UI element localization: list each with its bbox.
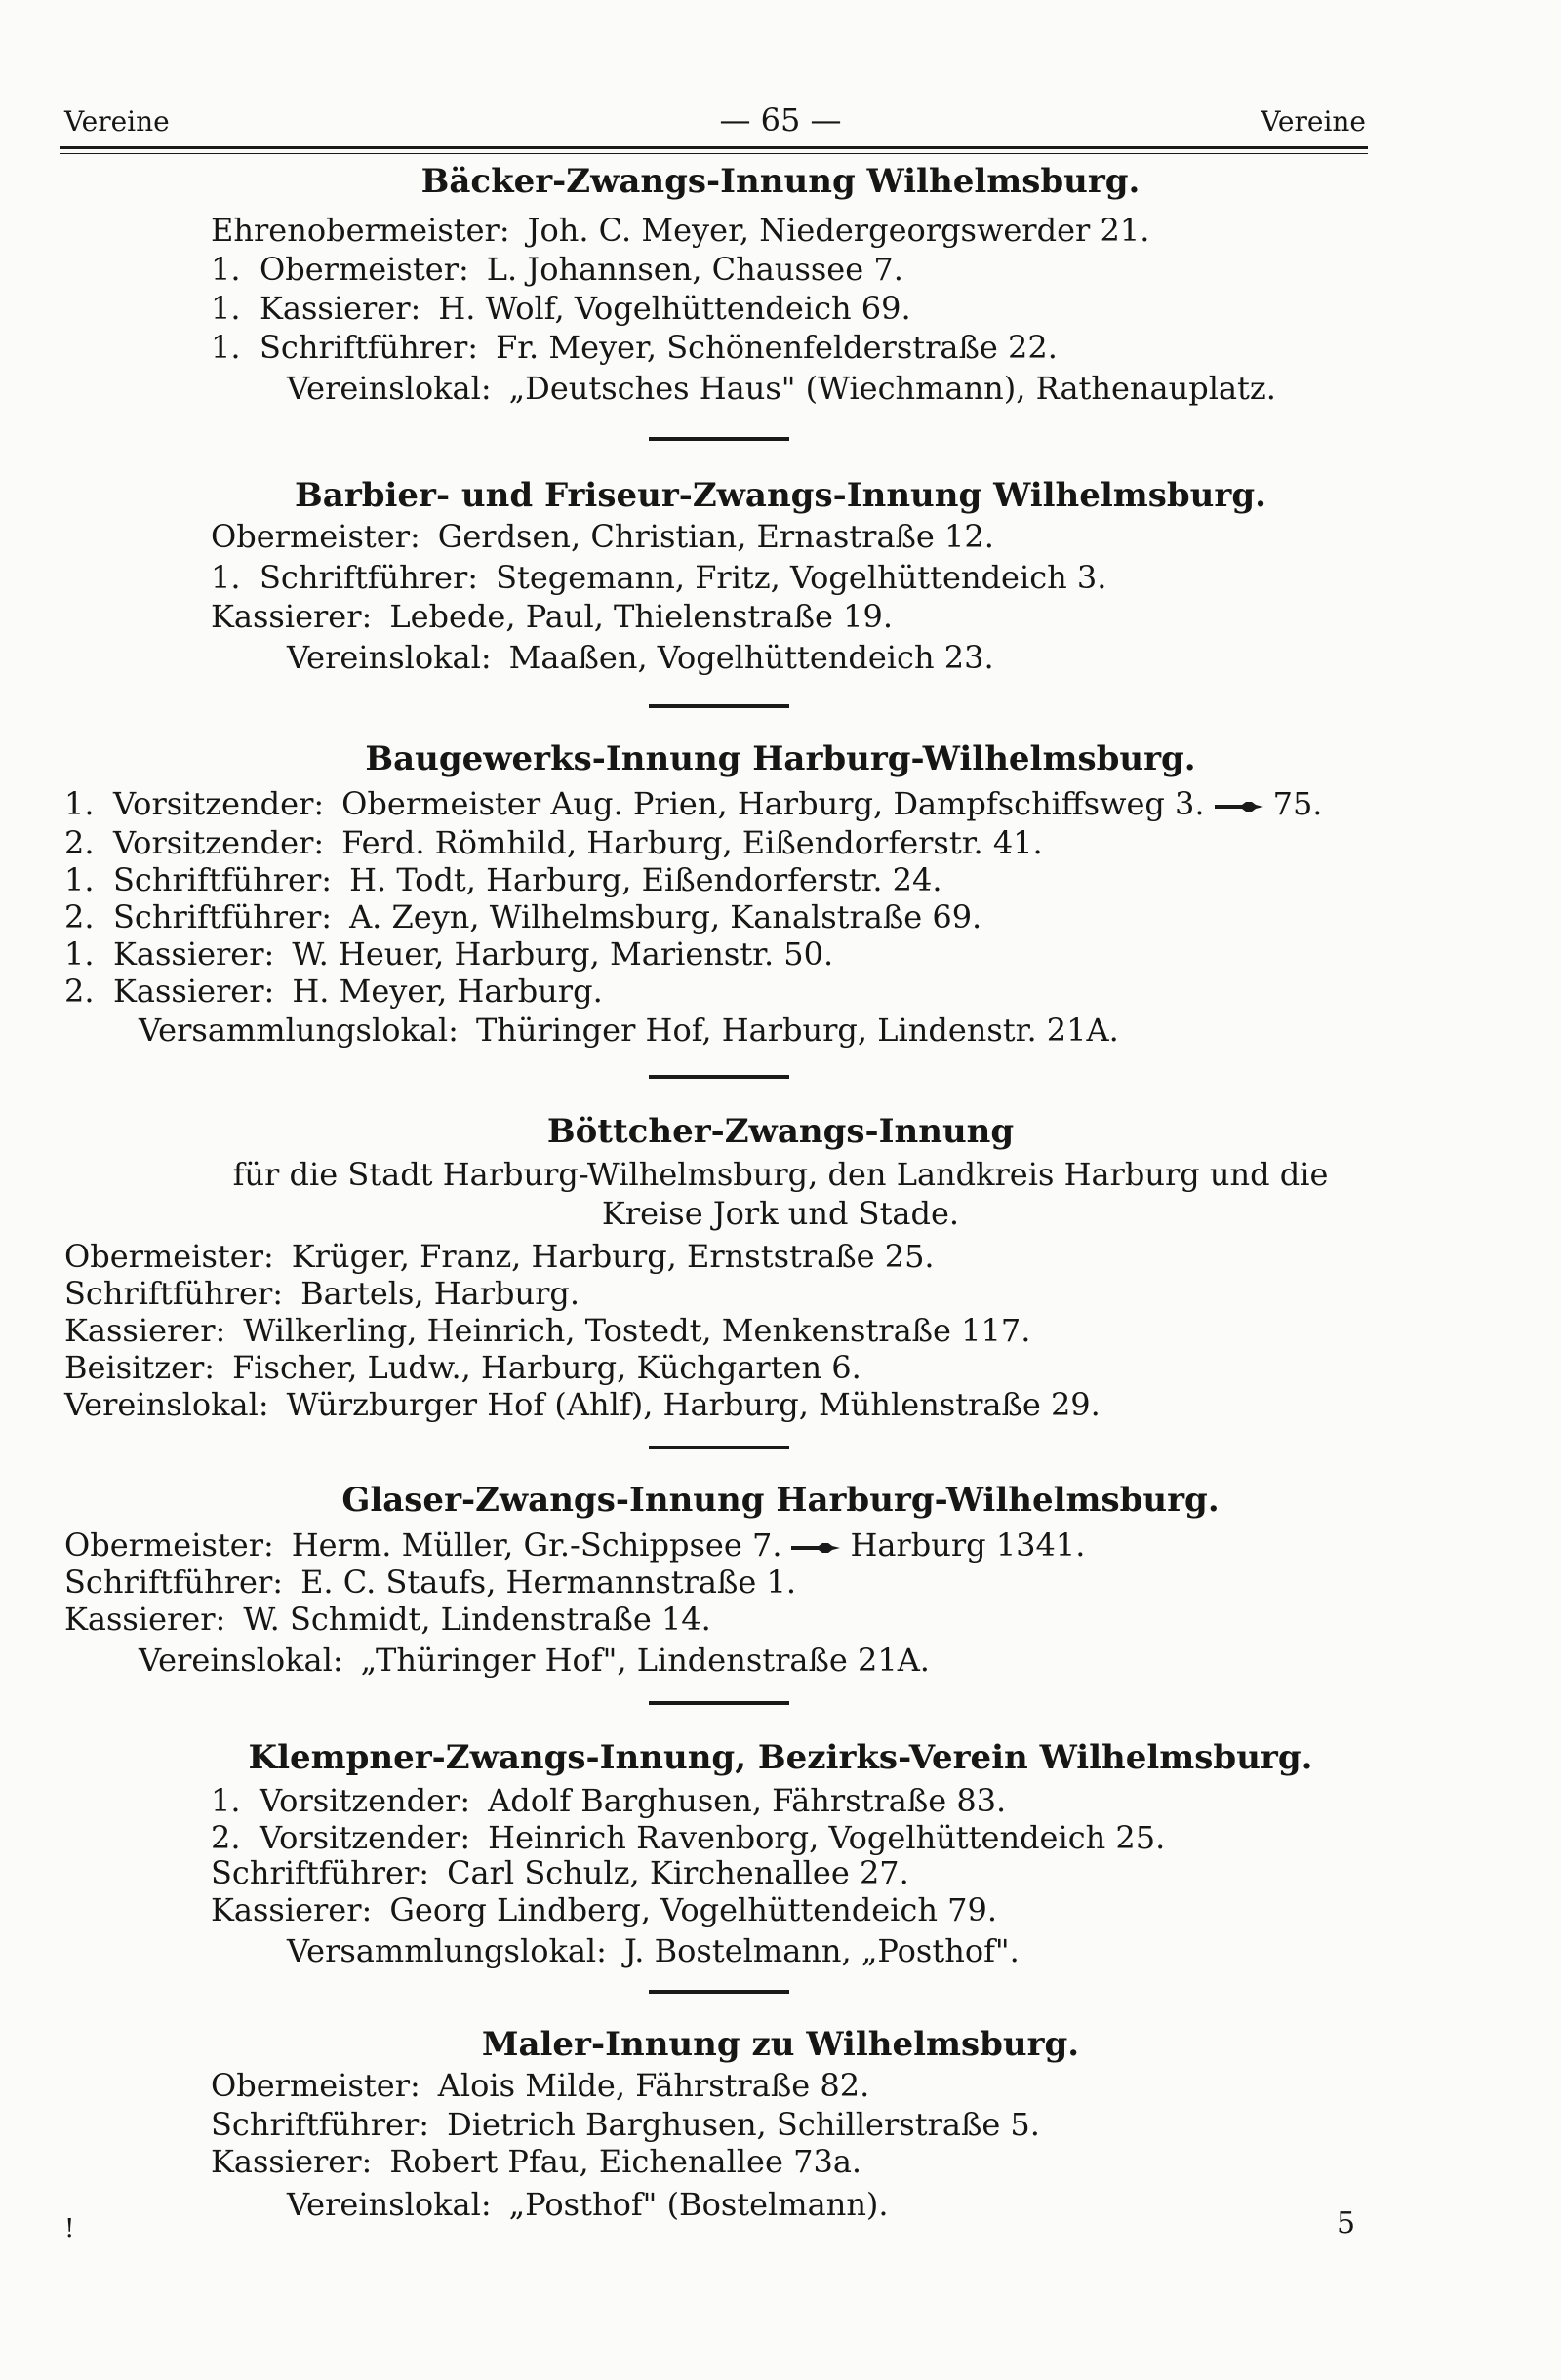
header-rule-thick bbox=[60, 146, 1368, 149]
entry-value: Gerdsen, Christian, Ernastraße 12. bbox=[437, 518, 994, 555]
entry-label: Vorsitzender: bbox=[113, 824, 325, 861]
phone-number: 75. bbox=[1272, 785, 1323, 822]
entry-label: Vereinslokal: bbox=[64, 1386, 269, 1423]
entry-value: Herm. Müller, Gr.-Schippsee 7. bbox=[291, 1527, 782, 1564]
entry-row bbox=[211, 289, 911, 328]
entry-label: Kassierer: bbox=[211, 598, 373, 635]
section-title: Böttcher-Zwangs-Innung bbox=[546, 1112, 1015, 1151]
entry-value: W. Heuer, Harburg, Marienstr. 50. bbox=[292, 935, 834, 972]
entry-value: Dietrich Barghusen, Schillerstraße 5. bbox=[447, 2106, 1040, 2143]
telephone-hand-icon bbox=[1213, 800, 1265, 813]
entry-row bbox=[64, 823, 1043, 862]
entry-label: Schriftführer: bbox=[64, 1564, 284, 1601]
entry-value: Bartels, Harburg. bbox=[300, 1275, 580, 1312]
entry-row bbox=[64, 1237, 935, 1276]
entry-row bbox=[211, 1818, 1165, 1857]
entry-label: Vereinslokal: bbox=[287, 2186, 492, 2223]
entry-value: Alois Milde, Fährstraße 82. bbox=[437, 2067, 870, 2104]
entry-value: Adolf Barghusen, Fährstraße 83. bbox=[488, 1782, 1007, 1819]
entry-value: „Deutsches Haus" (Wiechmann), Rathenauplatz. bbox=[508, 370, 1276, 407]
entry-label: Schriftführer: bbox=[211, 2106, 430, 2143]
entry-label: Obermeister: bbox=[64, 1238, 274, 1275]
section-separator bbox=[649, 704, 789, 708]
entry-value: „Thüringer Hof", Lindenstraße 21A. bbox=[360, 1642, 930, 1679]
entry-label: Kassierer: bbox=[64, 1601, 226, 1638]
telephone-hand-icon bbox=[789, 1541, 842, 1555]
entry-row bbox=[139, 1641, 930, 1680]
entry-label: Kassierer: bbox=[64, 1312, 226, 1349]
section-separator bbox=[649, 1075, 789, 1079]
entry-row bbox=[287, 2185, 889, 2224]
entry-number: 1. bbox=[64, 861, 95, 898]
entry-row bbox=[287, 1931, 1020, 1970]
entry-label: Schriftführer: bbox=[64, 1275, 284, 1312]
entry-label: Vereinslokal: bbox=[287, 639, 492, 676]
entry-label: Versammlungslokal: bbox=[287, 1932, 607, 1969]
entry-value: Würzburger Hof (Ahlf), Harburg, Mühlenstraße 29. bbox=[286, 1386, 1101, 1423]
entry-row bbox=[211, 1853, 909, 1892]
entry-number: 1. bbox=[211, 329, 241, 366]
entry-value: Ferd. Römhild, Harburg, Eißendorferstr. 41. bbox=[341, 824, 1043, 861]
entry-value: Wilkerling, Heinrich, Tostedt, Menkenstraße 117. bbox=[243, 1312, 1031, 1349]
signature-number: 5 bbox=[1337, 2206, 1356, 2241]
section-subtitle-line: Kreise Jork und Stade. bbox=[601, 1195, 960, 1232]
section-separator bbox=[649, 1701, 789, 1705]
entry-row bbox=[211, 2142, 861, 2181]
entry-label: Versammlungslokal: bbox=[139, 1012, 459, 1049]
entry-value: Lebede, Paul, Thielenstraße 19. bbox=[389, 598, 893, 635]
entry-value: H. Todt, Harburg, Eißendorferstr. 24. bbox=[349, 861, 942, 898]
entry-row bbox=[64, 934, 833, 973]
entry-row bbox=[64, 1526, 1085, 1565]
entry-value: W. Schmidt, Lindenstraße 14. bbox=[243, 1601, 711, 1638]
entry-value: Joh. C. Meyer, Niedergeorgswerder 21. bbox=[527, 212, 1150, 249]
entry-value: Obermeister Aug. Prien, Harburg, Dampfschiffsweg 3. bbox=[341, 785, 1205, 822]
section-title: Glaser-Zwangs-Innung Harburg-Wilhelmsburg. bbox=[341, 1481, 1220, 1520]
entry-value: H. Meyer, Harburg. bbox=[292, 972, 603, 1010]
section-title: Maler-Innung zu Wilhelmsburg. bbox=[481, 2025, 1080, 2064]
entry-label: Ehrenobermeister: bbox=[211, 212, 510, 249]
entry-label: Kassierer: bbox=[260, 290, 421, 327]
header-rule-thin bbox=[60, 153, 1368, 154]
entry-row bbox=[64, 784, 1322, 823]
entry-label: Schriftführer: bbox=[113, 861, 333, 898]
entry-row bbox=[211, 328, 1058, 367]
entry-row bbox=[64, 1385, 1101, 1424]
entry-value: Carl Schulz, Kirchenallee 27. bbox=[447, 1854, 909, 1891]
entry-number: 2. bbox=[211, 1819, 241, 1856]
phone-number: Harburg 1341. bbox=[850, 1527, 1086, 1564]
entry-value: H. Wolf, Vogelhüttendeich 69. bbox=[438, 290, 911, 327]
entry-value: Fischer, Ludw., Harburg, Küchgarten 6. bbox=[232, 1349, 861, 1386]
entry-row bbox=[139, 1011, 1119, 1050]
entry-value: Robert Pfau, Eichenallee 73a. bbox=[389, 2143, 862, 2180]
entry-number: 1. bbox=[211, 290, 241, 327]
entry-row bbox=[211, 1890, 997, 1929]
entry-row bbox=[211, 250, 903, 289]
entry-value: A. Zeyn, Wilhelmsburg, Kanalstraße 69. bbox=[349, 898, 982, 935]
entry-label: Vorsitzender: bbox=[260, 1819, 471, 1856]
entry-label: Vorsitzender: bbox=[113, 785, 325, 822]
entry-label: Schriftführer: bbox=[113, 898, 333, 935]
running-head-left: Vereine bbox=[64, 105, 170, 138]
entry-label: Vereinslokal: bbox=[287, 370, 492, 407]
entry-label: Kassierer: bbox=[113, 972, 275, 1010]
entry-row bbox=[64, 972, 603, 1011]
entry-row bbox=[64, 1311, 1030, 1350]
entry-row bbox=[211, 558, 1106, 597]
section-separator bbox=[649, 437, 789, 441]
entry-label: Schriftführer: bbox=[260, 329, 479, 366]
entry-value: J. Bostelmann, „Posthof". bbox=[623, 1932, 1020, 1969]
entry-value: Heinrich Ravenborg, Vogelhüttendeich 25. bbox=[488, 1819, 1166, 1856]
entry-row bbox=[211, 2105, 1040, 2144]
entry-row bbox=[64, 897, 981, 936]
running-head-right: Vereine bbox=[1261, 105, 1366, 138]
entry-label: Kassierer: bbox=[211, 2143, 373, 2180]
entry-row bbox=[64, 1563, 796, 1602]
entry-number: 1. bbox=[211, 559, 241, 596]
entry-row bbox=[211, 517, 994, 556]
entry-number: 1. bbox=[211, 1782, 241, 1819]
entry-number: 1. bbox=[64, 785, 95, 822]
entry-label: Obermeister: bbox=[64, 1527, 274, 1564]
entry-row bbox=[64, 1600, 711, 1639]
entry-value: Thüringer Hof, Harburg, Lindenstr. 21A. bbox=[475, 1012, 1119, 1049]
section-title: Bäcker-Zwangs-Innung Wilhelmsburg. bbox=[420, 162, 1141, 201]
entry-row bbox=[211, 2066, 869, 2105]
entry-label: Beisitzer: bbox=[64, 1349, 216, 1386]
entry-value: Maaßen, Vogelhüttendeich 23. bbox=[508, 639, 994, 676]
entry-row bbox=[211, 597, 893, 636]
entry-label: Schriftführer: bbox=[211, 1854, 430, 1891]
entry-value: Krüger, Franz, Harburg, Ernststraße 25. bbox=[291, 1238, 935, 1275]
entry-row bbox=[64, 1348, 861, 1387]
entry-value: Stegemann, Fritz, Vogelhüttendeich 3. bbox=[496, 559, 1107, 596]
entry-row bbox=[64, 860, 942, 899]
margin-mark: ! bbox=[64, 2214, 75, 2243]
entry-row bbox=[287, 369, 1276, 408]
entry-value: L. Johannsen, Chaussee 7. bbox=[486, 251, 903, 288]
entry-label: Schriftführer: bbox=[260, 559, 479, 596]
entry-label: Obermeister: bbox=[211, 2067, 420, 2104]
entry-value: Georg Lindberg, Vogelhüttendeich 79. bbox=[389, 1891, 997, 1928]
entry-label: Vereinslokal: bbox=[139, 1642, 343, 1679]
entry-number: 1. bbox=[211, 251, 241, 288]
entry-row bbox=[211, 1781, 1006, 1820]
section-title: Klempner-Zwangs-Innung, Bezirks-Verein Wilhelmsburg. bbox=[248, 1738, 1313, 1777]
entry-label: Obermeister: bbox=[260, 251, 469, 288]
entry-value: „Posthof" (Bostelmann). bbox=[508, 2186, 889, 2223]
entry-value: Fr. Meyer, Schönenfelderstraße 22. bbox=[496, 329, 1058, 366]
entry-number: 1. bbox=[64, 935, 95, 972]
section-subtitle-line: für die Stadt Harburg-Wilhelmsburg, den Landkreis Harburg und die bbox=[232, 1156, 1329, 1193]
entry-value: E. C. Staufs, Hermannstraße 1. bbox=[300, 1564, 796, 1601]
entry-label: Obermeister: bbox=[211, 518, 420, 555]
entry-label: Vorsitzender: bbox=[260, 1782, 471, 1819]
section-title: Baugewerks-Innung Harburg-Wilhelmsburg. bbox=[365, 739, 1196, 778]
entry-number: 2. bbox=[64, 898, 95, 935]
entry-label: Kassierer: bbox=[211, 1891, 373, 1928]
entry-row bbox=[211, 211, 1149, 250]
entry-label: Kassierer: bbox=[113, 935, 275, 972]
section-separator bbox=[649, 1446, 789, 1449]
page-number-header: — 65 — bbox=[719, 101, 842, 139]
section-title: Barbier- und Friseur-Zwangs-Innung Wilhelmsburg. bbox=[295, 476, 1266, 515]
entry-number: 2. bbox=[64, 972, 95, 1010]
entry-row bbox=[287, 638, 994, 677]
entry-row bbox=[64, 1274, 580, 1313]
entry-number: 2. bbox=[64, 824, 95, 861]
section-separator bbox=[649, 1990, 789, 1994]
